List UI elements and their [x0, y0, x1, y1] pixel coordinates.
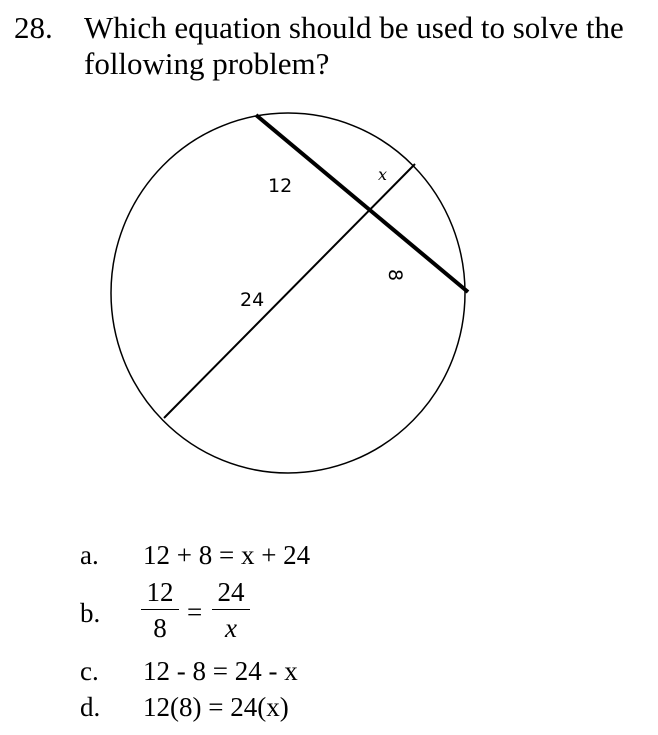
- choice-a-letter[interactable]: a.: [80, 540, 99, 570]
- segment-label-8: 8: [384, 269, 406, 282]
- fraction-right-numerator: 24: [217, 577, 245, 607]
- chord-thin: [164, 164, 415, 418]
- fraction-right-bar: [212, 609, 250, 610]
- choice-d-text[interactable]: 12(8) = 24(x): [143, 692, 289, 722]
- segment-label-x: x: [378, 165, 388, 184]
- choice-b-letter[interactable]: b.: [80, 598, 101, 628]
- choice-c-text[interactable]: 12 - 8 = 24 - x: [143, 656, 298, 686]
- choice-b-equals: =: [187, 597, 203, 627]
- choice-a-text[interactable]: 12 + 8 = x + 24: [143, 540, 311, 570]
- question-line-2: following problem?: [84, 46, 330, 81]
- choice-c-letter[interactable]: c.: [80, 656, 99, 686]
- segment-label-12: 12: [268, 175, 293, 197]
- question-number: 28.: [14, 10, 53, 45]
- fraction-left-bar: [141, 609, 179, 610]
- segment-label-24: 24: [240, 289, 265, 311]
- choice-d-letter[interactable]: d.: [80, 692, 101, 722]
- chord-thick: [256, 115, 468, 292]
- fraction-right-denominator: x: [225, 613, 237, 643]
- choice-b-fraction-left[interactable]: [141, 577, 179, 643]
- fraction-left-denominator: 8: [153, 613, 167, 643]
- choice-b-fraction-right[interactable]: [212, 577, 250, 643]
- question-line-1: Which equation should be used to solve the: [84, 10, 624, 45]
- fraction-left-numerator: 12: [146, 577, 174, 607]
